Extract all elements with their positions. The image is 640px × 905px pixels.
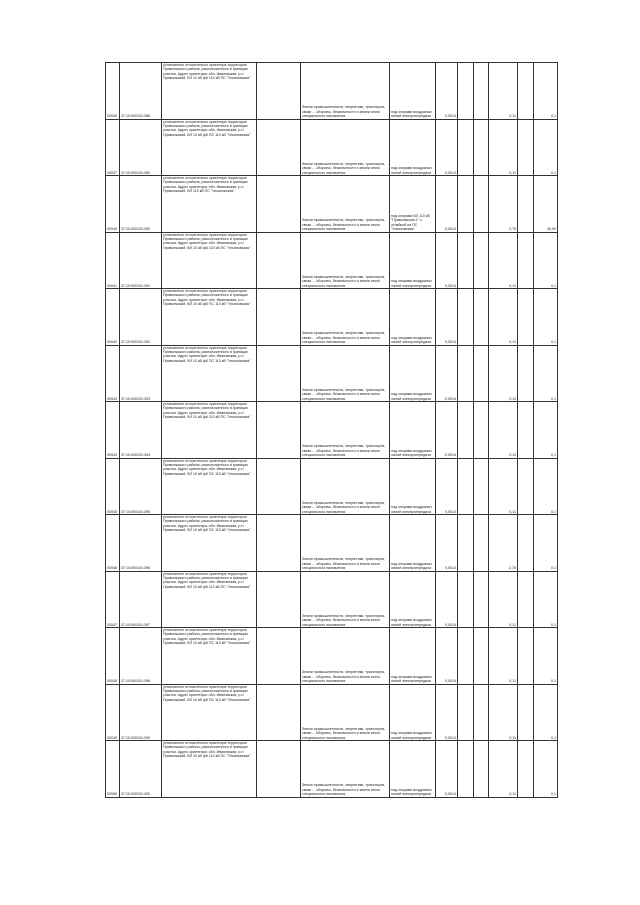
land-category-cell: Земли промышленности, энергетики, транспорта, связи ... обороны, безопасности и земли иного специального назначения	[301, 176, 390, 233]
table-row	[106, 119, 558, 176]
empty-cell	[458, 232, 474, 289]
table-row	[106, 628, 558, 685]
total-cell: 0,1	[534, 628, 558, 685]
empty-cell	[518, 741, 534, 798]
empty-cell	[474, 402, 489, 459]
land-category-cell: Земли промышленности, энергетики, транспорта, связи ... обороны, безопасности и земли иного специального назначения	[301, 741, 390, 798]
table-row	[106, 571, 558, 628]
row-number-cell: 00047	[106, 571, 120, 628]
empty-cell	[257, 232, 301, 289]
document-page	[105, 62, 557, 798]
empty-cell	[474, 515, 489, 572]
total-cell: 0,1	[534, 684, 558, 741]
cadastral-number-cell: 37:10:000101:400	[120, 741, 162, 798]
table-row	[106, 63, 558, 120]
empty-cell	[458, 458, 474, 515]
permitted-use-cell: под опорами воздушных линий электропередачи	[390, 571, 436, 628]
value-cell: 2,75	[489, 176, 518, 233]
table-row	[106, 289, 558, 346]
empty-cell	[458, 684, 474, 741]
empty-cell	[458, 402, 474, 459]
land-category-cell: Земли промышленности, энергетики, транспорта, связи ... обороны, безопасности и земли иного специального назначения	[301, 119, 390, 176]
area-cell: 0,0014	[436, 571, 458, 628]
cadastral-number-cell: 37:10:000101:394	[120, 402, 162, 459]
empty-cell	[474, 741, 489, 798]
empty-cell	[257, 571, 301, 628]
empty-cell	[257, 402, 301, 459]
table-row	[106, 176, 558, 233]
land-category-cell: Земли промышленности, энергетики, транспорта, связи ... обороны, безопасности и земли иного специального назначения	[301, 571, 390, 628]
empty-cell	[518, 515, 534, 572]
empty-cell	[474, 289, 489, 346]
empty-cell	[518, 458, 534, 515]
empty-cell	[458, 628, 474, 685]
land-plots-table	[105, 62, 558, 798]
land-category-cell: Земли промышленности, энергетики, транспорта, связи ... обороны, безопасности и земли иного специального назначения	[301, 684, 390, 741]
table-row	[106, 684, 558, 741]
empty-cell	[257, 176, 301, 233]
value-cell: 0,11	[489, 628, 518, 685]
location-cell: установлено относительно ориентира территория Приволжского района, расположенного в границах участка. Адрес ориентира: обл. Ивановская, р-н Приволжский, ВЛ 10 кВ ф5 ПС 110 кВ "Ульяновская"	[162, 289, 257, 346]
empty-cell	[458, 741, 474, 798]
location-cell: установлено относительно ориентира территория Приволжского района, расположенного в границах участка. Адрес ориентира: обл. Ивановская, р-н Приволжский, ВЛ 10 кВ ф6 110 кВ ПС "Ульяновская"	[162, 402, 257, 459]
land-category-cell: Земли промышленности, энергетики, транспорта, связи ... обороны, безопасности и земли иного специального назначения	[301, 628, 390, 685]
empty-cell	[257, 345, 301, 402]
permitted-use-cell: под опорами воздушных линий электропередачи	[390, 402, 436, 459]
empty-cell	[518, 63, 534, 120]
location-cell: установлено относительно ориентира территория Приволжского района, расположенного в границах участка. Адрес ориентира: обл. Ивановская, р-н Приволжский, ВЛ 10 кВ ф5 ПС 110 кВ "Ульяновская"	[162, 515, 257, 572]
value-cell: 0,11	[489, 345, 518, 402]
empty-cell	[458, 289, 474, 346]
land-category-cell: Земли промышленности, энергетики, транспорта, связи ... обороны, безопасности и земли иного специального назначения	[301, 515, 390, 572]
row-number-cell: 00045	[106, 458, 120, 515]
permitted-use-cell: под опорами ВЛ 110 кВ "Приволжская-1" с отпайкой на ПС "Ульяновская"	[390, 176, 436, 233]
empty-cell	[474, 119, 489, 176]
permitted-use-cell: под опорами воздушных линий электропередачи	[390, 684, 436, 741]
value-cell: 0,11	[489, 458, 518, 515]
value-cell: 0,11	[489, 119, 518, 176]
total-cell: 0,1	[534, 345, 558, 402]
cadastral-number-cell: 37:10:000101:389	[120, 119, 162, 176]
table-row	[106, 741, 558, 798]
permitted-use-cell: под опорами воздушных линий электропередачи	[390, 289, 436, 346]
area-cell: 0,0014	[436, 515, 458, 572]
cadastral-number-cell: 37:10:000101:390	[120, 176, 162, 233]
value-cell: 0,11	[489, 63, 518, 120]
row-number-cell: 00043	[106, 345, 120, 402]
empty-cell	[518, 628, 534, 685]
land-category-cell: Земли промышленности, энергетики, транспорта, связи ... обороны, безопасности и земли иного специального назначения	[301, 232, 390, 289]
location-cell: установлено относительно ориентира территория Приволжского района, расположенного в границах участка. Адрес ориентира: обл. Ивановская, р-н Приволжский, ВЛ 10 кВ ф6 110 кВ ПС "Ульяновская"	[162, 63, 257, 120]
cadastral-number-cell: 37:10:000101:398	[120, 628, 162, 685]
empty-cell	[474, 176, 489, 233]
value-cell: 0,11	[489, 741, 518, 798]
empty-cell	[518, 684, 534, 741]
row-number-cell: 00040	[106, 176, 120, 233]
land-category-cell: Земли промышленности, энергетики, транспорта, связи ... обороны, безопасности и земли иного специального назначения	[301, 402, 390, 459]
area-cell: 0,0014	[436, 289, 458, 346]
permitted-use-cell: под опорами воздушных линий электропередачи	[390, 628, 436, 685]
empty-cell	[257, 515, 301, 572]
area-cell: 0,0014	[436, 345, 458, 402]
table-row	[106, 458, 558, 515]
location-cell: установлено относительно ориентира территория Приволжского района, расположенного в границах участка. Адрес ориентира: обл. Ивановская, р-н Приволжский, ВЛ 110 кВ ПС "Ульяновская"	[162, 176, 257, 233]
empty-cell	[474, 232, 489, 289]
cadastral-number-cell: 37:10:000101:396	[120, 515, 162, 572]
land-category-cell: Земли промышленности, энергетики, транспорта, связи ... обороны, безопасности и земли иного специального назначения	[301, 458, 390, 515]
empty-cell	[458, 571, 474, 628]
area-cell: 0,0014	[436, 119, 458, 176]
permitted-use-cell: под опорами воздушных линий электропередачи	[390, 345, 436, 402]
location-cell: установлено относительно ориентира территория Приволжского района, расположенного в границах участка. Адрес ориентира: обл. Ивановская, р-н Приволжский, ВЛ 10 кВ ф6 110 кВ ПС "Ульяновская"	[162, 571, 257, 628]
table-row	[106, 402, 558, 459]
empty-cell	[257, 628, 301, 685]
row-number-cell: 00048	[106, 628, 120, 685]
empty-cell	[474, 684, 489, 741]
land-category-cell: Земли промышленности, энергетики, транспорта, связи ... обороны, безопасности и земли иного специального назначения	[301, 345, 390, 402]
area-cell: 0,0014	[436, 741, 458, 798]
empty-cell	[257, 119, 301, 176]
empty-cell	[518, 119, 534, 176]
land-category-cell: Земли промышленности, энергетики, транспорта, связи ... обороны, безопасности и земли иного специального назначения	[301, 63, 390, 120]
empty-cell	[518, 345, 534, 402]
area-cell: 0,0014	[436, 684, 458, 741]
table-row	[106, 515, 558, 572]
total-cell: 0,1	[534, 515, 558, 572]
row-number-cell: 00041	[106, 232, 120, 289]
permitted-use-cell: под опорами воздушных линий электропередачи	[390, 741, 436, 798]
row-number-cell: 00044	[106, 402, 120, 459]
empty-cell	[458, 345, 474, 402]
row-number-cell: 00042	[106, 289, 120, 346]
total-cell: 0,1	[534, 458, 558, 515]
empty-cell	[458, 119, 474, 176]
empty-cell	[257, 63, 301, 120]
total-cell: 0,1	[534, 232, 558, 289]
row-number-cell: 00049	[106, 684, 120, 741]
area-cell: 0,0014	[436, 458, 458, 515]
value-cell: 0,11	[489, 571, 518, 628]
area-cell: 0,0014	[436, 402, 458, 459]
land-category-cell: Земли промышленности, энергетики, транспорта, связи ... обороны, безопасности и земли иного специального назначения	[301, 289, 390, 346]
value-cell: 0,11	[489, 684, 518, 741]
area-cell: 0,0014	[436, 628, 458, 685]
row-number-cell: 00036	[106, 63, 120, 120]
empty-cell	[458, 63, 474, 120]
permitted-use-cell: под опорами воздушных линий электропередачи	[390, 119, 436, 176]
row-number-cell: 00046	[106, 515, 120, 572]
table-row	[106, 345, 558, 402]
value-cell: 2,75	[489, 515, 518, 572]
location-cell: установлено относительно ориентира территория Приволжского района, расположенного в границах участка. Адрес ориентира: обл. Ивановская, р-н Приволжский, ВЛ 10 кВ ф5 ПС 110 кВ "Ульяновская"	[162, 119, 257, 176]
cadastral-number-cell: 37:10:000101:388	[120, 63, 162, 120]
row-number-cell: 00037	[106, 119, 120, 176]
location-cell: установлено относительно ориентира территория Приволжского района, расположенного в границах участка. Адрес ориентира: обл. Ивановская, р-н Приволжский, ВЛ 10 кВ ф5 ПС 110 кВ "Ульяновская"	[162, 345, 257, 402]
table-row	[106, 232, 558, 289]
value-cell: 0,11	[489, 232, 518, 289]
permitted-use-cell: под опорами воздушных линий электропередачи	[390, 63, 436, 120]
empty-cell	[518, 232, 534, 289]
location-cell: установлено относительно ориентира территория Приволжского района, расположенного в границах участка. Адрес ориентира: обл. Ивановская, р-н Приволжский, ВЛ 10 кВ ф6 110 кВ ПС "Ульяновская"	[162, 741, 257, 798]
cadastral-number-cell: 37:10:000101:397	[120, 571, 162, 628]
total-cell: 0,1	[534, 741, 558, 798]
total-cell: 45,00	[534, 176, 558, 233]
empty-cell	[474, 345, 489, 402]
total-cell: 0,1	[534, 63, 558, 120]
empty-cell	[257, 684, 301, 741]
location-cell: установлено относительно ориентира территория Приволжского района, расположенного в границах участка. Адрес ориентира: обл. Ивановская, р-н Приволжский, ВЛ 10 кВ ф5 ПС 110 кВ "Ульяновская"	[162, 458, 257, 515]
empty-cell	[474, 628, 489, 685]
cadastral-number-cell: 37:10:000101:395	[120, 458, 162, 515]
row-number-cell: 00050	[106, 741, 120, 798]
cadastral-number-cell: 37:10:000101:391	[120, 232, 162, 289]
empty-cell	[474, 458, 489, 515]
total-cell: 0,1	[534, 571, 558, 628]
area-cell: 0,0014	[436, 232, 458, 289]
area-cell: 0,0014	[436, 63, 458, 120]
location-cell: установлено относительно ориентира территория Приволжского района, расположенного в границах участка. Адрес ориентира: обл. Ивановская, р-н Приволжский, ВЛ 10 кВ ф5 ПС 110 кВ "Ульяновская"	[162, 628, 257, 685]
empty-cell	[518, 176, 534, 233]
total-cell: 0,1	[534, 119, 558, 176]
empty-cell	[257, 458, 301, 515]
total-cell: 0,1	[534, 402, 558, 459]
permitted-use-cell: под опорами воздушных линий электропередачи	[390, 232, 436, 289]
permitted-use-cell: под опорами воздушных линий электропередачи	[390, 458, 436, 515]
empty-cell	[458, 515, 474, 572]
area-cell: 0,0014	[436, 176, 458, 233]
empty-cell	[257, 289, 301, 346]
cadastral-number-cell: 37:10:000101:393	[120, 345, 162, 402]
empty-cell	[518, 402, 534, 459]
location-cell: установлено относительно ориентира территория Приволжского района, расположенного в границах участка. Адрес ориентира: обл. Ивановская, р-н Приволжский, ВЛ 10 кВ ф6 110 кВ ПС "Ульяновская"	[162, 232, 257, 289]
cadastral-number-cell: 37:10:000101:399	[120, 684, 162, 741]
empty-cell	[474, 571, 489, 628]
empty-cell	[257, 741, 301, 798]
empty-cell	[518, 571, 534, 628]
permitted-use-cell: под опорами воздушных линий электропередачи	[390, 515, 436, 572]
empty-cell	[518, 289, 534, 346]
value-cell: 0,11	[489, 402, 518, 459]
value-cell: 0,11	[489, 289, 518, 346]
total-cell: 0,1	[534, 289, 558, 346]
location-cell: установлено относительно ориентира территория Приволжского района, расположенного в границах участка. Адрес ориентира: обл. Ивановская, р-н Приволжский, ВЛ 10 кВ ф5 ПС 110 кВ "Ульяновская"	[162, 684, 257, 741]
empty-cell	[474, 63, 489, 120]
cadastral-number-cell: 37:10:000101:392	[120, 289, 162, 346]
empty-cell	[458, 176, 474, 233]
